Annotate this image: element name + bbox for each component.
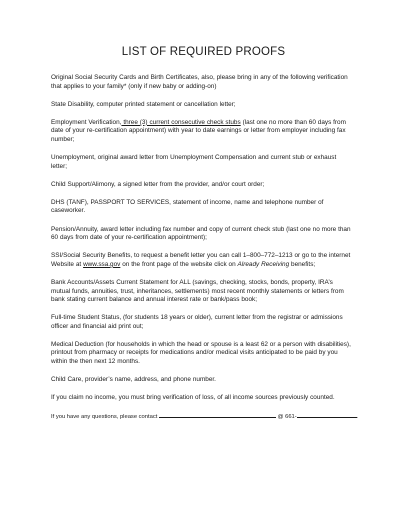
page-title: LIST OF REQUIRED PROOFS <box>121 46 286 58</box>
contact-line <box>51 412 359 421</box>
contact-prefix: If you have any questions, please contact <box>51 414 158 421</box>
proof-child-support: Child Support/Alimony, a signed letter from the provider, and/or court order; <box>51 180 265 188</box>
proof-bank-accounts: Bank Accounts/Assets Current Statement for ALL (savings, checking, stocks, bonds, property, IRA’s mutual funds, annuities, trust, inheritances, settlements) most recent monthly statements or letters from bank stating current balance and annual interest rate or bank/pass book; <box>51 278 344 304</box>
proof-no-income: If you claim no income, you must bring verification of loss, of all income sources previously counted. <box>51 394 335 402</box>
proof-student-status: Full-time Student Status, (for students 18 years or older), current letter from the registrar or admissions officer and financial aid print out; <box>51 314 343 330</box>
contact-name-blank[interactable] <box>159 412 276 418</box>
ssi-lead: SSI/Social Security Benefits, to request a benefit letter you can call 1–800–772–1213 or go to the internet Website at <box>51 252 351 268</box>
employment-rest: (last one no more than 60 days from date of your re-certification appointment) with year to date earnings or letter from employer including fax number; <box>51 118 346 143</box>
proof-pension: Pension/Annuity, award letter including fax number and copy of current check stub (last one no more than 60 days from date of your re-certification appointment); <box>51 225 351 242</box>
proof-medical-deduction: Medical Deduction (for households in which the head or spouse is a least 62 or a person with disabilities), printout from pharmacy or receipts for medications and/or medical visits anticipated to be paid by you within the then next 12 months. <box>51 340 351 366</box>
ssi-already-receiving: Already Receiving <box>237 260 290 268</box>
proof-state-disability: State Disability, computer printed statement or cancellation letter; <box>51 100 236 108</box>
ssa-website-link[interactable]: www.ssa.gov <box>83 260 121 268</box>
proof-birth-certificates: Original Social Security Cards and Birth Certificates, also, please bring in any of the following verification that applies to your family* (only if new baby or adding-on) <box>51 74 348 90</box>
employment-check-stubs: three (3) current consecutive check stubs <box>121 118 241 126</box>
contact-phone-blank[interactable] <box>297 412 359 421</box>
proof-unemployment: Unemployment, original award letter from Unemployment Compensation and current stub or exhaust letter; <box>51 154 337 170</box>
proof-employment <box>51 119 352 145</box>
ssi-end: benefits; <box>289 260 316 268</box>
ssi-mid: on the front page of the website click on <box>120 260 238 268</box>
proof-dhs: DHS (TANF), PASSPORT TO SERVICES, statement of income, name and telephone number of caseworker. <box>51 198 324 215</box>
proof-ssi <box>51 252 352 269</box>
employment-lead: Employment Verification, <box>51 118 122 126</box>
contact-phone-prefix: @ 661- <box>277 414 297 421</box>
contact-end: . <box>356 414 359 421</box>
proof-child-care: Child Care, provider’s name, address, and phone number. <box>51 376 216 384</box>
